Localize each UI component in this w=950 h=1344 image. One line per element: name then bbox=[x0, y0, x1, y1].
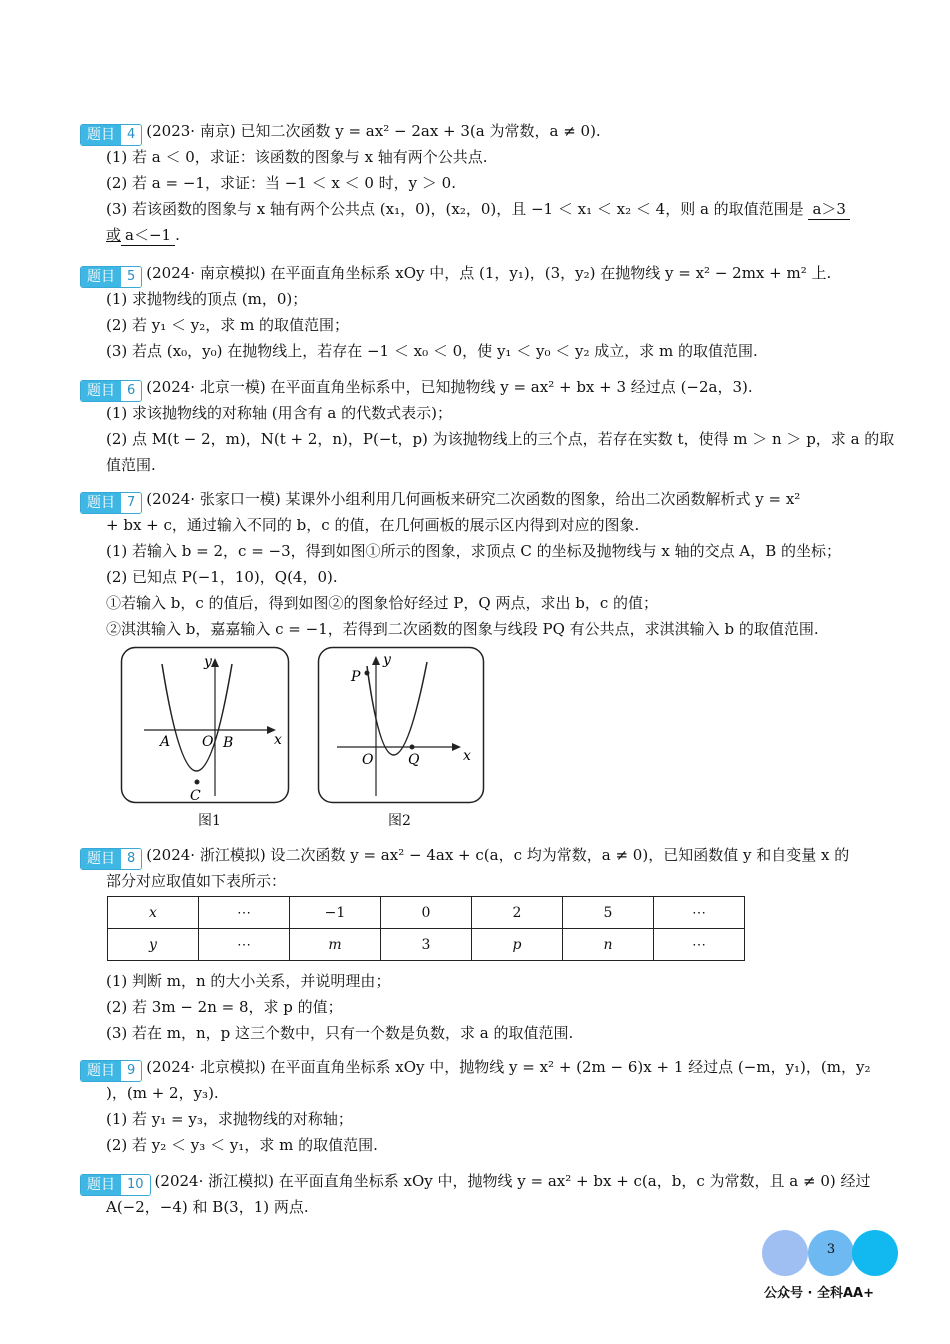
problem-tag: 题目 10 bbox=[80, 1174, 151, 1196]
subquestion: (1) 求抛物线的顶点 (m，0)； bbox=[106, 290, 308, 308]
problem-stem: (2024· 北京模拟) 在平面直角坐标系 xOy 中，抛物线 y = x² + (2m − 6)x + 1 经过点 (−m，y₁)，(m，y₂ bbox=[146, 1058, 871, 1076]
origin-label: O bbox=[202, 734, 214, 750]
x-axis-label: x bbox=[274, 732, 282, 748]
problem-stem: (2024· 张家口一模) 某课外小组利用几何画板来研究二次函数的图象，给出二次函数解析式 y = x² bbox=[146, 490, 801, 508]
answer-blank: a＜−1 bbox=[121, 225, 175, 246]
table-cell: 3 bbox=[381, 929, 472, 961]
problem-4: 题目 4 (2023· 南京) 已知二次函数 y = ax² − 2ax + 3(a 为常数，a ≠ 0). (1) 若 a ＜ 0，求证：该函数的图象与 x 轴有两个公共点. (2) 若 a = −1，求证：当 −1 ＜ x ＜ 0 时，y ＞ 0. (3) 若该函数的图象与 x 轴有两个公共点 (x₁，0)，(x₂，0)，且 −1 ＜ x₁ ＜ x₂ ＜ 4，则 a 的取值范围是 a＞3 或 a＜−1 . bbox=[80, 118, 880, 248]
vertex-point bbox=[195, 780, 200, 785]
table-cell: x bbox=[108, 897, 199, 929]
problem-10 bbox=[80, 1168, 880, 1220]
point-c-label: C bbox=[190, 788, 201, 804]
subquestion: 值范围. bbox=[106, 456, 156, 474]
subquestion: (1) 若 a ＜ 0，求证：该函数的图象与 x 轴有两个公共点. bbox=[106, 148, 488, 166]
point-a-label: A bbox=[160, 734, 171, 750]
problem-stem-cont: 部分对应取值如下表所示： bbox=[106, 872, 287, 890]
problem-stem: (2024· 浙江模拟) 在平面直角坐标系 xOy 中，抛物线 y = ax² + bx + c(a，b，c 为常数，且 a ≠ 0) 经过 bbox=[154, 1172, 871, 1190]
subquestion: (2) 已知点 P(−1，10)，Q(4，0). bbox=[106, 568, 338, 586]
problem-stem: (2024· 南京模拟) 在平面直角坐标系 xOy 中，点 (1，y₁)，(3，y₂) 在抛物线 y = x² − 2mx + m² 上. bbox=[146, 264, 832, 282]
problem-tag: 题目 5 bbox=[80, 266, 142, 288]
subquestion: ①若输入 b，c 的值后，得到如图②的图象恰好经过 P，Q 两点，求出 b，c 的值； bbox=[106, 594, 659, 612]
problem-stem: (2024· 北京一模) 在平面直角坐标系中，已知抛物线 y = ax² + bx + 3 经过点 (−2a，3). bbox=[146, 378, 753, 396]
problem-7 bbox=[80, 486, 880, 642]
table-cell: 5 bbox=[563, 897, 654, 929]
figure-1-graph bbox=[120, 646, 290, 804]
subquestion: (2) 点 M(t − 2，m)，N(t + 2，n)，P(−t，p) 为该抛物线上的三个点，若存在实数 t，使得 m ＞ n ＞ p，求 a 的取 bbox=[106, 430, 895, 448]
page-number-badge bbox=[762, 1230, 902, 1278]
origin-label: O bbox=[362, 752, 374, 768]
problem-stem-cont: A(−2，−4) 和 B(3，1) 两点. bbox=[106, 1198, 309, 1216]
problem-stem-cont: + bx + c，通过输入不同的 b，c 的值，在几何画板的展示区内得到对应的图象. bbox=[106, 516, 640, 534]
y-axis-label: y bbox=[383, 652, 391, 668]
footer-watermark: 公众号 · 全科AA+ bbox=[764, 1286, 875, 1301]
problem-tag: 题目 7 bbox=[80, 492, 142, 514]
x-axis-label: x bbox=[463, 748, 471, 764]
subquestion: (1) 判断 m，n 的大小关系，并说明理由； bbox=[106, 972, 391, 990]
figure-frame bbox=[122, 648, 289, 803]
problem-8 bbox=[80, 842, 880, 894]
answer-joiner: 或 bbox=[106, 226, 122, 244]
table-cell: y bbox=[108, 929, 199, 961]
table-cell: −1 bbox=[290, 897, 381, 929]
table-cell: m bbox=[290, 929, 381, 961]
table-cell: p bbox=[472, 929, 563, 961]
figure-2-graph bbox=[317, 646, 485, 804]
subquestion: (2) 若 a = −1，求证：当 −1 ＜ x ＜ 0 时，y ＞ 0. bbox=[106, 174, 456, 192]
table-cell: ⋯ bbox=[654, 897, 745, 929]
table-cell: 0 bbox=[381, 897, 472, 929]
figure-frame bbox=[319, 648, 484, 803]
table-cell: ⋯ bbox=[654, 929, 745, 961]
subquestion: (2) 若 y₂ ＜ y₃ ＜ y₁，求 m 的取值范围. bbox=[106, 1136, 378, 1154]
subquestion: ②淇淇输入 b，嘉嘉输入 c = −1，若得到二次函数的图象与线段 PQ 有公共点，求淇淇输入 b 的取值范围. bbox=[106, 620, 819, 638]
table-cell: ⋯ bbox=[199, 897, 290, 929]
subquestion: (2) 若 3m − 2n = 8，求 p 的值； bbox=[106, 998, 343, 1016]
table-cell: n bbox=[563, 929, 654, 961]
problem-stem-cont: )，(m + 2，y₃). bbox=[106, 1084, 219, 1102]
problem-8-questions bbox=[80, 968, 880, 1046]
problem-stem: (2023· 南京) 已知二次函数 y = ax² − 2ax + 3(a 为常数，a ≠ 0). bbox=[146, 122, 601, 140]
point-b-label: B bbox=[223, 735, 234, 751]
problem-tag: 题目 6 bbox=[80, 380, 142, 402]
problem-6 bbox=[80, 374, 895, 478]
problem-tag: 题目 9 bbox=[80, 1060, 142, 1082]
subquestion: (1) 若 y₁ = y₃，求抛物线的对称轴； bbox=[106, 1110, 353, 1128]
subquestion: (3) 若该函数的图象与 x 轴有两个公共点 (x₁，0)，(x₂，0)，且 −1 ＜ x₁ ＜ x₂ ＜ 4，则 a 的取值范围是 a＞3 bbox=[80, 196, 880, 222]
subquestion: (1) 若输入 b = 2，c = −3，得到如图①所示的图象，求顶点 C 的坐标及抛物线与 x 轴的交点 A，B 的坐标； bbox=[106, 542, 842, 560]
point-q bbox=[410, 745, 415, 750]
problem-stem: (2024· 浙江模拟) 设二次函数 y = ax² − 4ax + c(a，c 均为常数，a ≠ 0)，已知函数值 y 和自变量 x 的 bbox=[146, 846, 850, 864]
problem-tag: 题目 8 bbox=[80, 848, 142, 870]
page-number: 3 bbox=[826, 1242, 836, 1257]
problem-5 bbox=[80, 260, 880, 364]
table-cell: ⋯ bbox=[199, 929, 290, 961]
subquestion: (2) 若 y₁ ＜ y₂，求 m 的取值范围； bbox=[106, 316, 350, 334]
table-row bbox=[108, 897, 745, 929]
figure-2-caption: 图2 bbox=[388, 813, 411, 829]
point-q-label: Q bbox=[408, 752, 420, 768]
subquestion: (3) 若在 m，n，p 这三个数中，只有一个数是负数，求 a 的取值范围. bbox=[106, 1024, 574, 1042]
problem-9 bbox=[80, 1054, 880, 1158]
problem-tag: 题目 4 bbox=[80, 124, 142, 146]
y-axis-label: y bbox=[204, 654, 212, 670]
subquestion: (3) 若点 (x₀，y₀) 在抛物线上，若存在 −1 ＜ x₀ ＜ 0，使 y₁ ＜ y₀ ＜ y₂ 成立，求 m 的取值范围. bbox=[106, 342, 758, 360]
table-row bbox=[108, 929, 745, 961]
point-p-label: P bbox=[351, 669, 361, 685]
point-p bbox=[365, 671, 370, 676]
decor-circle bbox=[852, 1230, 898, 1276]
decor-circle bbox=[762, 1230, 808, 1276]
answer-blank: a＞3 bbox=[808, 199, 850, 220]
figure-1-caption: 图1 bbox=[198, 813, 221, 829]
value-table bbox=[107, 896, 745, 961]
subquestion: (1) 求该抛物线的对称轴 (用含有 a 的代数式表示)； bbox=[106, 404, 452, 422]
table-cell: 2 bbox=[472, 897, 563, 929]
